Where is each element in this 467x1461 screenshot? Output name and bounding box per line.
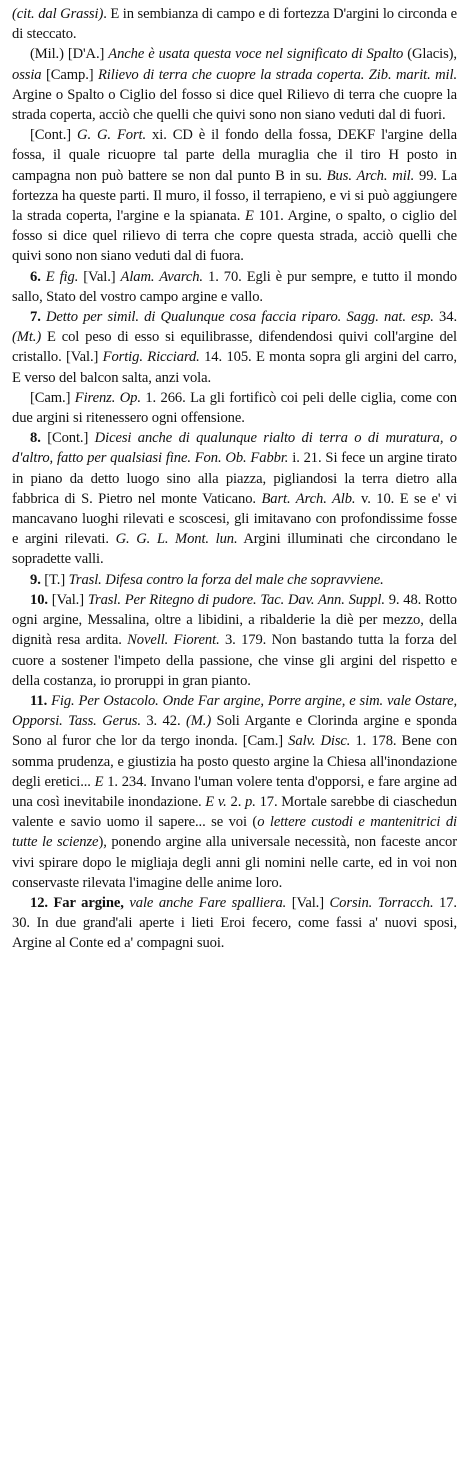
entry-8 (12, 428, 457, 569)
text-run: [Camp.] (41, 66, 98, 83)
text-run: 10. (30, 591, 52, 608)
text-run: 9. 48. Rotto ogni argine, Messalina, oltre a libidini, a ribalderie la diè per mezzo, della dignità resa ardita. (12, 591, 457, 649)
text-run: (Mil.) [D'A.] (30, 46, 109, 63)
text-run: 17. Mortale sarebbe di ciaschedun valente e savio uomo il sapere... se voi ( (12, 793, 457, 831)
text-run: 2. (226, 793, 246, 810)
text-run: . E in sembianza di campo e di fortezza D'argini lo circonda e di steccato. (12, 6, 457, 43)
text-run: (cit. dal Grassi) (12, 6, 104, 22)
text-run: [Val.] (78, 268, 121, 285)
text-run: ), ponendo argine alla universale necessità, non faceste ancor vivi spirare dopo le migliaja degli anni gli nomini nelle carte, ed in voi non conservaste rilevata l'imagine delle anime loro. (12, 834, 458, 891)
text-run: Detto per simil. di Qualunque cosa faccia riparo. Sagg. nat. esp. (45, 309, 434, 326)
text-run: Corsin. Torracch. (329, 894, 434, 911)
text-run: Novell. Fiorent. (127, 632, 220, 649)
paragraph-cont-fort (12, 125, 457, 266)
text-run: 1. 178. Bene con somma prudenza, e giustizia ha posto questo argine la Chiesa all'inondazione degli eretici... (12, 733, 458, 790)
text-run: [Cont.] (30, 127, 78, 144)
text-run: i. 21. Si fece un argine tirato in piano da detto luogo sino alla piazza, pigliandosi la terra dietro alla fabbrica di S. Pietro nel monte Vaticano. (12, 450, 457, 507)
entry-9 (12, 570, 457, 590)
text-run: Fortig. Ricciard. (102, 349, 200, 366)
text-run: 14. 105. E monta sopra gli argini del carro, E verso del balcon salta, anzi vola. (12, 349, 457, 386)
text-run: 9. (30, 571, 45, 588)
entry-7 (12, 307, 457, 388)
text-run: E fig. (45, 268, 79, 285)
text-run: 34. (433, 309, 457, 326)
text-run: Salv. Disc. (288, 733, 351, 750)
text-run: E (94, 773, 104, 790)
text-run: 11. (30, 692, 52, 709)
text-run: [Val.] (51, 591, 88, 608)
text-run: Trasl. Per Ritegno di pudore. Tac. Dav. Ann. Suppl. (87, 591, 385, 608)
text-run: 99. La fortezza ha queste parti. Il muro, il fosso, il terrapieno, e vi si può aggiungere la strada coperta, l'argine e la spianata. (12, 167, 457, 225)
text-run: 17. 30. In due grand'ali aperte i lieti Eroi fecero, come fassi a' nuovi sposi, Argine al Conte ed a' compagni suoi. (12, 894, 457, 952)
text-run: [Cont.] (47, 430, 95, 447)
text-run: Soli Argante e Clorinda argine e sponda Sono al furor che lor da tergo inonda. [Cam.] (12, 713, 457, 750)
text-run: Alam. Avarch. (120, 268, 203, 285)
text-run: Trasl. Difesa contro la forza del male che sopravviene. (68, 571, 384, 588)
text-run: 3. 179. Non bastando tutta la forza del cuore a sostener l'impeto della passione, che vinse gli argini del rispetto e della costanza, io proruppi in gran pianto. (12, 632, 457, 689)
text-run: G. G. Fort. (77, 127, 147, 144)
entry-12 (12, 893, 457, 954)
text-run: Anche è usata questa voce nel significato di Spalto (108, 46, 404, 63)
text-run: E col peso di esso si equilibrasse, difendendosi quivi coll'argine del cristallo. [Val.] (12, 329, 457, 366)
text-run: (Mt.) (12, 329, 42, 346)
text-run: Dicesi anche di qualunque rialto di terra o di muratura, o d'altro, fatto per qualsiasi fine. Fon. Ob. Fabbr. (12, 430, 457, 467)
text-run: o lettere custodi e mantenitrici di tutte le scienze (12, 814, 457, 851)
text-run: [Val.] (286, 894, 330, 911)
text-run: 7. (30, 309, 46, 326)
text-run: v. 10. E se e' vi mancavano luoghi rilevati e scoscesi, gli imitavano con profondissime fosse e argini rilevati. (12, 490, 457, 548)
text-run: Fig. Per Ostacolo. Onde Far argine, Porre argine, e sim. vale Ostare, Opporsi. Tass. Gerus. (12, 692, 458, 730)
text-run: E (245, 208, 254, 225)
paragraph-continuation (12, 4, 457, 44)
entry-11 (12, 691, 457, 893)
text-run: Bus. Arch. mil. (326, 167, 415, 184)
text-run: p. (245, 793, 256, 810)
text-run: ossia (12, 66, 42, 83)
text-run: G. G. L. Mont. lun. (115, 531, 238, 548)
text-run: [T.] (44, 571, 69, 588)
text-run: xi. CD è il fondo della fossa, DEKF l'argine della fossa, il quale ricuopre tal parte della muraglia che il tiro H posto in campagna non può battere se non dal punto B in su. (12, 127, 457, 184)
text-run: Bart. Arch. Alb. (261, 490, 356, 507)
text-run: Argini illuminati che circondano le sopradette valli. (12, 531, 458, 568)
text-run: 101. Argine, o spalto, o ciglio del fosso si dice quel rilievo di terra che copre questa strada, acciò quelli che quivi sono non siano veduti dal di fuora. (12, 208, 458, 265)
text-run: 1. 266. La gli fortificò coi peli delle ciglia, come con due argini si ritenessero ogni offensione. (12, 389, 457, 427)
entry-6 (12, 267, 457, 307)
text-run: Rilievo di terra che cuopre la strada coperta. Zib. marit. mil. (97, 66, 458, 83)
text-run: 3. 42. (140, 713, 186, 730)
text-run: (Glacis), (403, 46, 457, 63)
text-run: Argine o Spalto o Ciglio del fosso si dice quel Rilievo di terra che cuopre la strada coperta, acciò che quelli che quivi sono non siano veduti dal di fuori. (12, 86, 457, 124)
text-run: 6. (30, 268, 46, 285)
text-run: 8. (30, 430, 48, 447)
text-run: 12. Far argine, (30, 894, 130, 911)
text-run: 1. 70. Egli è pur sempre, e tutto il mondo sallo, Stato del vostro campo argine e vallo. (12, 268, 457, 305)
paragraph-mil (12, 44, 457, 125)
text-run: Firenz. Op. (74, 389, 141, 406)
entry-10 (12, 590, 457, 691)
text-run: [Cam.] (30, 389, 75, 406)
text-run: E v. (205, 793, 227, 810)
text-run: vale anche Fare spalliera. (129, 894, 287, 911)
paragraph-cam-firenz (12, 388, 457, 428)
text-run: (M.) (185, 713, 212, 730)
text-run: 1. 234. Invano l'uman volere tenta d'opporsi, e fare argine ad una così inevitabile inondazione. (12, 773, 457, 810)
